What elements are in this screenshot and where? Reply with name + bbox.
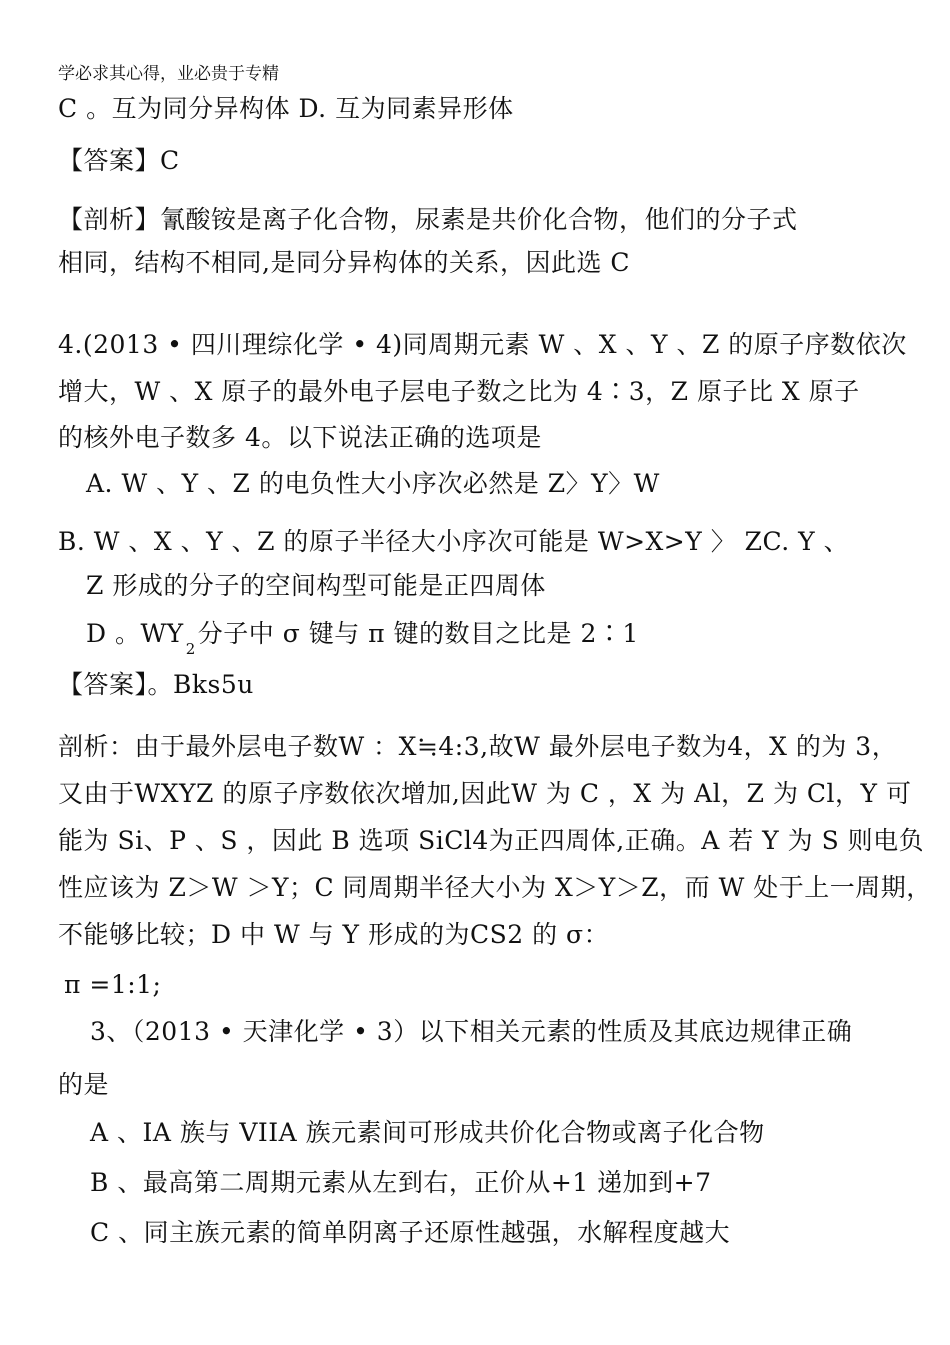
- question-4-line-3: 的核外电子数多 4。以下说法正确的选项是: [58, 423, 542, 452]
- question-3-line-1: 3、（2013 • 天津化学 • 3）以下相关元素的性质及其底边规律正确: [90, 1017, 853, 1046]
- page-header: 学必求其心得，业必贵于专精: [58, 64, 279, 84]
- analysis-2-line-6: π =1:1;: [64, 970, 162, 999]
- analysis-2-line-1: 剖析：由于最外层电子数W ：X≒4:3,故W 最外层电子数为4，X 的为 3，: [58, 732, 898, 761]
- q3-option-c: C 、同主族元素的简单阴离子还原性越强，水解程度越大: [90, 1218, 731, 1247]
- analysis-2-line-2: 又由于WXYZ 的原子序数依次增加,因此W 为 C ，X 为 Al，Z 为 Cl，Y 可: [58, 779, 912, 808]
- analysis-2-line-3: 能为 Si、P 、S ，因此 B 选项 SiCl4为正四周体,正确。A 若 Y 为 S 则电负: [58, 826, 925, 855]
- q3-option-a: A 、IA 族与 VIIA 族元素间可形成共价化合物或离子化合物: [90, 1118, 765, 1147]
- question-4-line-1: 4.(2013 • 四川理综化学 • 4)同周期元素 W 、X 、Y 、Z 的原子序数依次: [58, 330, 907, 359]
- option-a: A. W 、Y 、Z 的电负性大小序次必然是 Z〉Y〉W: [86, 469, 660, 498]
- analysis-1-line-1: 【剖析】氰酸铵是离子化合物，尿素是共价化合物，他们的分子式: [58, 205, 798, 234]
- question-4-line-2: 增大，W 、X 原子的最外电子层电子数之比为 4∶3，Z 原子比 X 原子: [58, 377, 860, 406]
- analysis-2-line-5: 不能够比较；D 中 W 与 Y 形成的为CS2 的 σ：: [58, 920, 610, 949]
- option-d-suffix: 分子中 σ 键与 π 键的数目之比是 2∶1: [197, 619, 639, 648]
- answer-1: 【答案】C: [58, 146, 180, 175]
- option-b: B. W 、X 、Y 、Z 的原子半径大小序次可能是 W>X>Y 〉 ZC. Y 、: [58, 527, 850, 556]
- option-d-prefix: D 。WY: [86, 619, 184, 648]
- option-c-prev: C 。互为同分异构体 D. 互为同素异形体: [58, 94, 514, 123]
- answer-2: 【答案】。Bks5u: [58, 670, 254, 699]
- question-3-line-2: 的是: [58, 1070, 110, 1099]
- q3-option-b: B 、最高第二周期元素从左到右，正价从+1 递加到+7: [90, 1168, 712, 1197]
- option-d: [86, 619, 639, 658]
- analysis-1-line-2: 相同，结构不相同,是同分异构体的关系，因此选 C: [58, 248, 631, 277]
- option-c: Z 形成的分子的空间构型可能是正四周体: [86, 571, 546, 600]
- option-d-subscript: 2: [185, 640, 196, 658]
- analysis-2-line-4: 性应该为 Z＞W ＞Y；C 同周期半径大小为 X＞Y＞Z，而 W 处于上一周期，: [58, 873, 932, 902]
